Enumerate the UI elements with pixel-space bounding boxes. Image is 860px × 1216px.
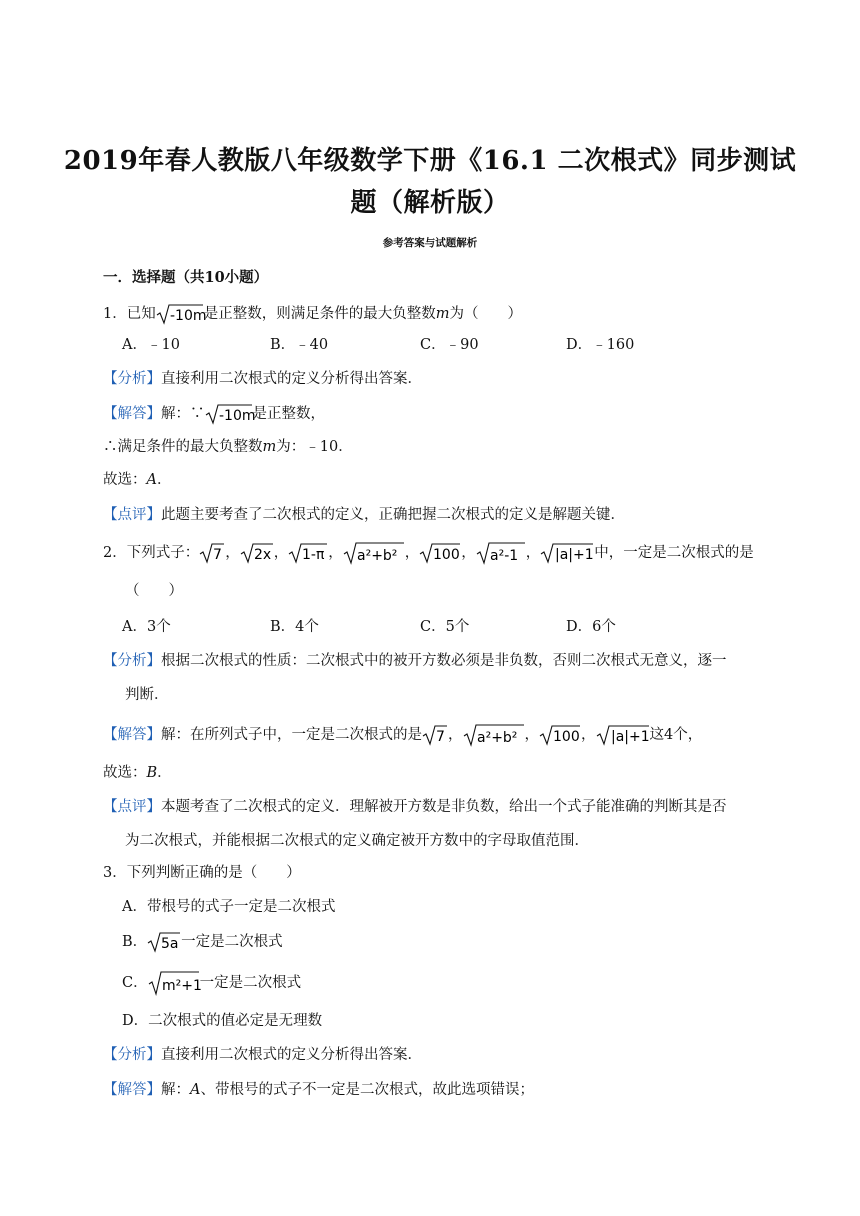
svg-text:5a: 5a	[161, 936, 179, 952]
analysis-tag: 【分析】	[103, 371, 161, 387]
radical-1-pi	[288, 542, 328, 564]
analysis-tag: 【分析】	[103, 1047, 161, 1063]
svg-text:2x: 2x	[253, 547, 271, 563]
q3-option-a: A．带根号的式子一定是二次根式	[122, 899, 336, 915]
radical-neg10m	[156, 303, 207, 325]
radical-neg10m	[205, 403, 256, 425]
q2-option-a: A．3个	[122, 619, 171, 635]
svg-text:7: 7	[213, 547, 223, 563]
question-2-stem: 2．下列式子： 7 ， 2x ， 1-π ， a²+b² ， 100 ， a²-1 ， |a|+1 中，一定是二次根式的是	[103, 541, 754, 565]
q1-choice: 故选：A．	[103, 472, 172, 488]
q1-option-b: B．﹣40	[270, 337, 329, 353]
q2-answer: 【解答】解：在所列式子中，一定是二次根式的是 7 ， a²+b² ， 100 ， |a|+1 这4个，	[103, 723, 702, 747]
radical-m2-plus-1	[148, 970, 200, 996]
svg-text:m²+1: m²+1	[161, 978, 202, 994]
page-subtitle: 参考答案与试题解析	[382, 237, 478, 249]
q3-analysis: 【分析】直接利用二次根式的定义分析得出答案．	[103, 1047, 422, 1063]
radical-2x	[240, 542, 274, 564]
svg-text:1-π: 1-π	[302, 547, 325, 563]
radical-a2-plus-b2	[343, 541, 405, 565]
answer-tag: 【解答】	[103, 1082, 161, 1098]
analysis-tag: 【分析】	[103, 653, 161, 669]
svg-text:|a|+1: |a|+1	[610, 729, 650, 745]
radical-abs-a-plus-1	[540, 542, 594, 564]
q3-answer: 【解答】解：A、带根号的式子不一定是二次根式，故此选项错误；	[103, 1082, 534, 1098]
answer-tag: 【解答】	[103, 727, 161, 743]
q3-option-b: B． 5a 一定是二次根式	[122, 931, 283, 953]
svg-text:a²-1: a²-1	[489, 548, 518, 564]
radical-7	[199, 542, 225, 564]
question-3-stem: 3．下列判断正确的是（ ）	[103, 865, 301, 881]
radical-7	[422, 724, 448, 746]
q2-choice: 故选：B．	[103, 765, 172, 781]
review-tag: 【点评】	[103, 507, 161, 523]
q2-option-b: B．4个	[270, 619, 319, 635]
page-title-line-2: 题（解析版）	[350, 188, 510, 218]
answer-tag: 【解答】	[103, 406, 161, 422]
radical-5a	[147, 931, 181, 953]
q2-analysis-line-2: 判断．	[125, 687, 169, 703]
q2-option-c: C．5个	[420, 619, 470, 635]
q2-paren: （ ）	[125, 583, 183, 599]
q3-option-d: D．二次根式的值必定是无理数	[122, 1013, 323, 1029]
q2-review: 【点评】本题考查了二次根式的定义．理解被开方数是非负数，给出一个式子能准确的判断其是否	[103, 799, 727, 815]
q1-review: 【点评】此题主要考查了二次根式的定义，正确把握二次根式的定义是解题关键．	[103, 507, 625, 523]
q1-answer-line-2: ∴满足条件的最大负整数m为：﹣10．	[103, 439, 353, 455]
q1-analysis: 【分析】直接利用二次根式的定义分析得出答案．	[103, 371, 422, 387]
q1-option-d: D．﹣160	[566, 337, 635, 353]
radical-abs-a-plus-1	[596, 724, 650, 746]
svg-text:100: 100	[433, 547, 460, 563]
q1-option-c: C．﹣90	[420, 337, 479, 353]
q1-answer: 【解答】解：∵ -10m 是正整数，	[103, 403, 325, 425]
question-1-stem: 1．已知 -10m 是正整数，则满足条件的最大负整数m为（ ）	[103, 303, 522, 325]
q3-option-c: C． m²+1 一定是二次根式	[122, 970, 301, 996]
radical-a2-plus-b2	[463, 723, 525, 747]
review-tag: 【点评】	[103, 799, 161, 815]
svg-text:|a|+1: |a|+1	[555, 547, 594, 563]
q2-option-d: D．6个	[566, 619, 616, 635]
page-title-line-1: 2019年春人教版八年级数学下册《16.1 二次根式》同步测试	[63, 146, 797, 176]
q2-review-line-2: 为二次根式，并能根据二次根式的定义确定被开方数中的字母取值范围．	[125, 833, 589, 849]
radical-a2-minus-1	[476, 541, 526, 565]
q1-option-a: A．﹣10	[122, 337, 180, 353]
q2-analysis: 【分析】根据二次根式的性质：二次根式中的被开方数必须是非负数，否则二次根式无意义，逐一	[103, 653, 727, 669]
svg-text:-10m: -10m	[169, 308, 207, 324]
svg-text:a²+b²: a²+b²	[356, 548, 398, 564]
svg-text:a²+b²: a²+b²	[476, 730, 517, 746]
svg-text:100: 100	[553, 729, 580, 745]
radical-100	[419, 542, 461, 564]
radical-100	[539, 724, 581, 746]
svg-text:-10m: -10m	[218, 408, 256, 424]
svg-text:7: 7	[436, 729, 445, 745]
section-heading: 一．选择题（共10小题）	[103, 269, 269, 286]
